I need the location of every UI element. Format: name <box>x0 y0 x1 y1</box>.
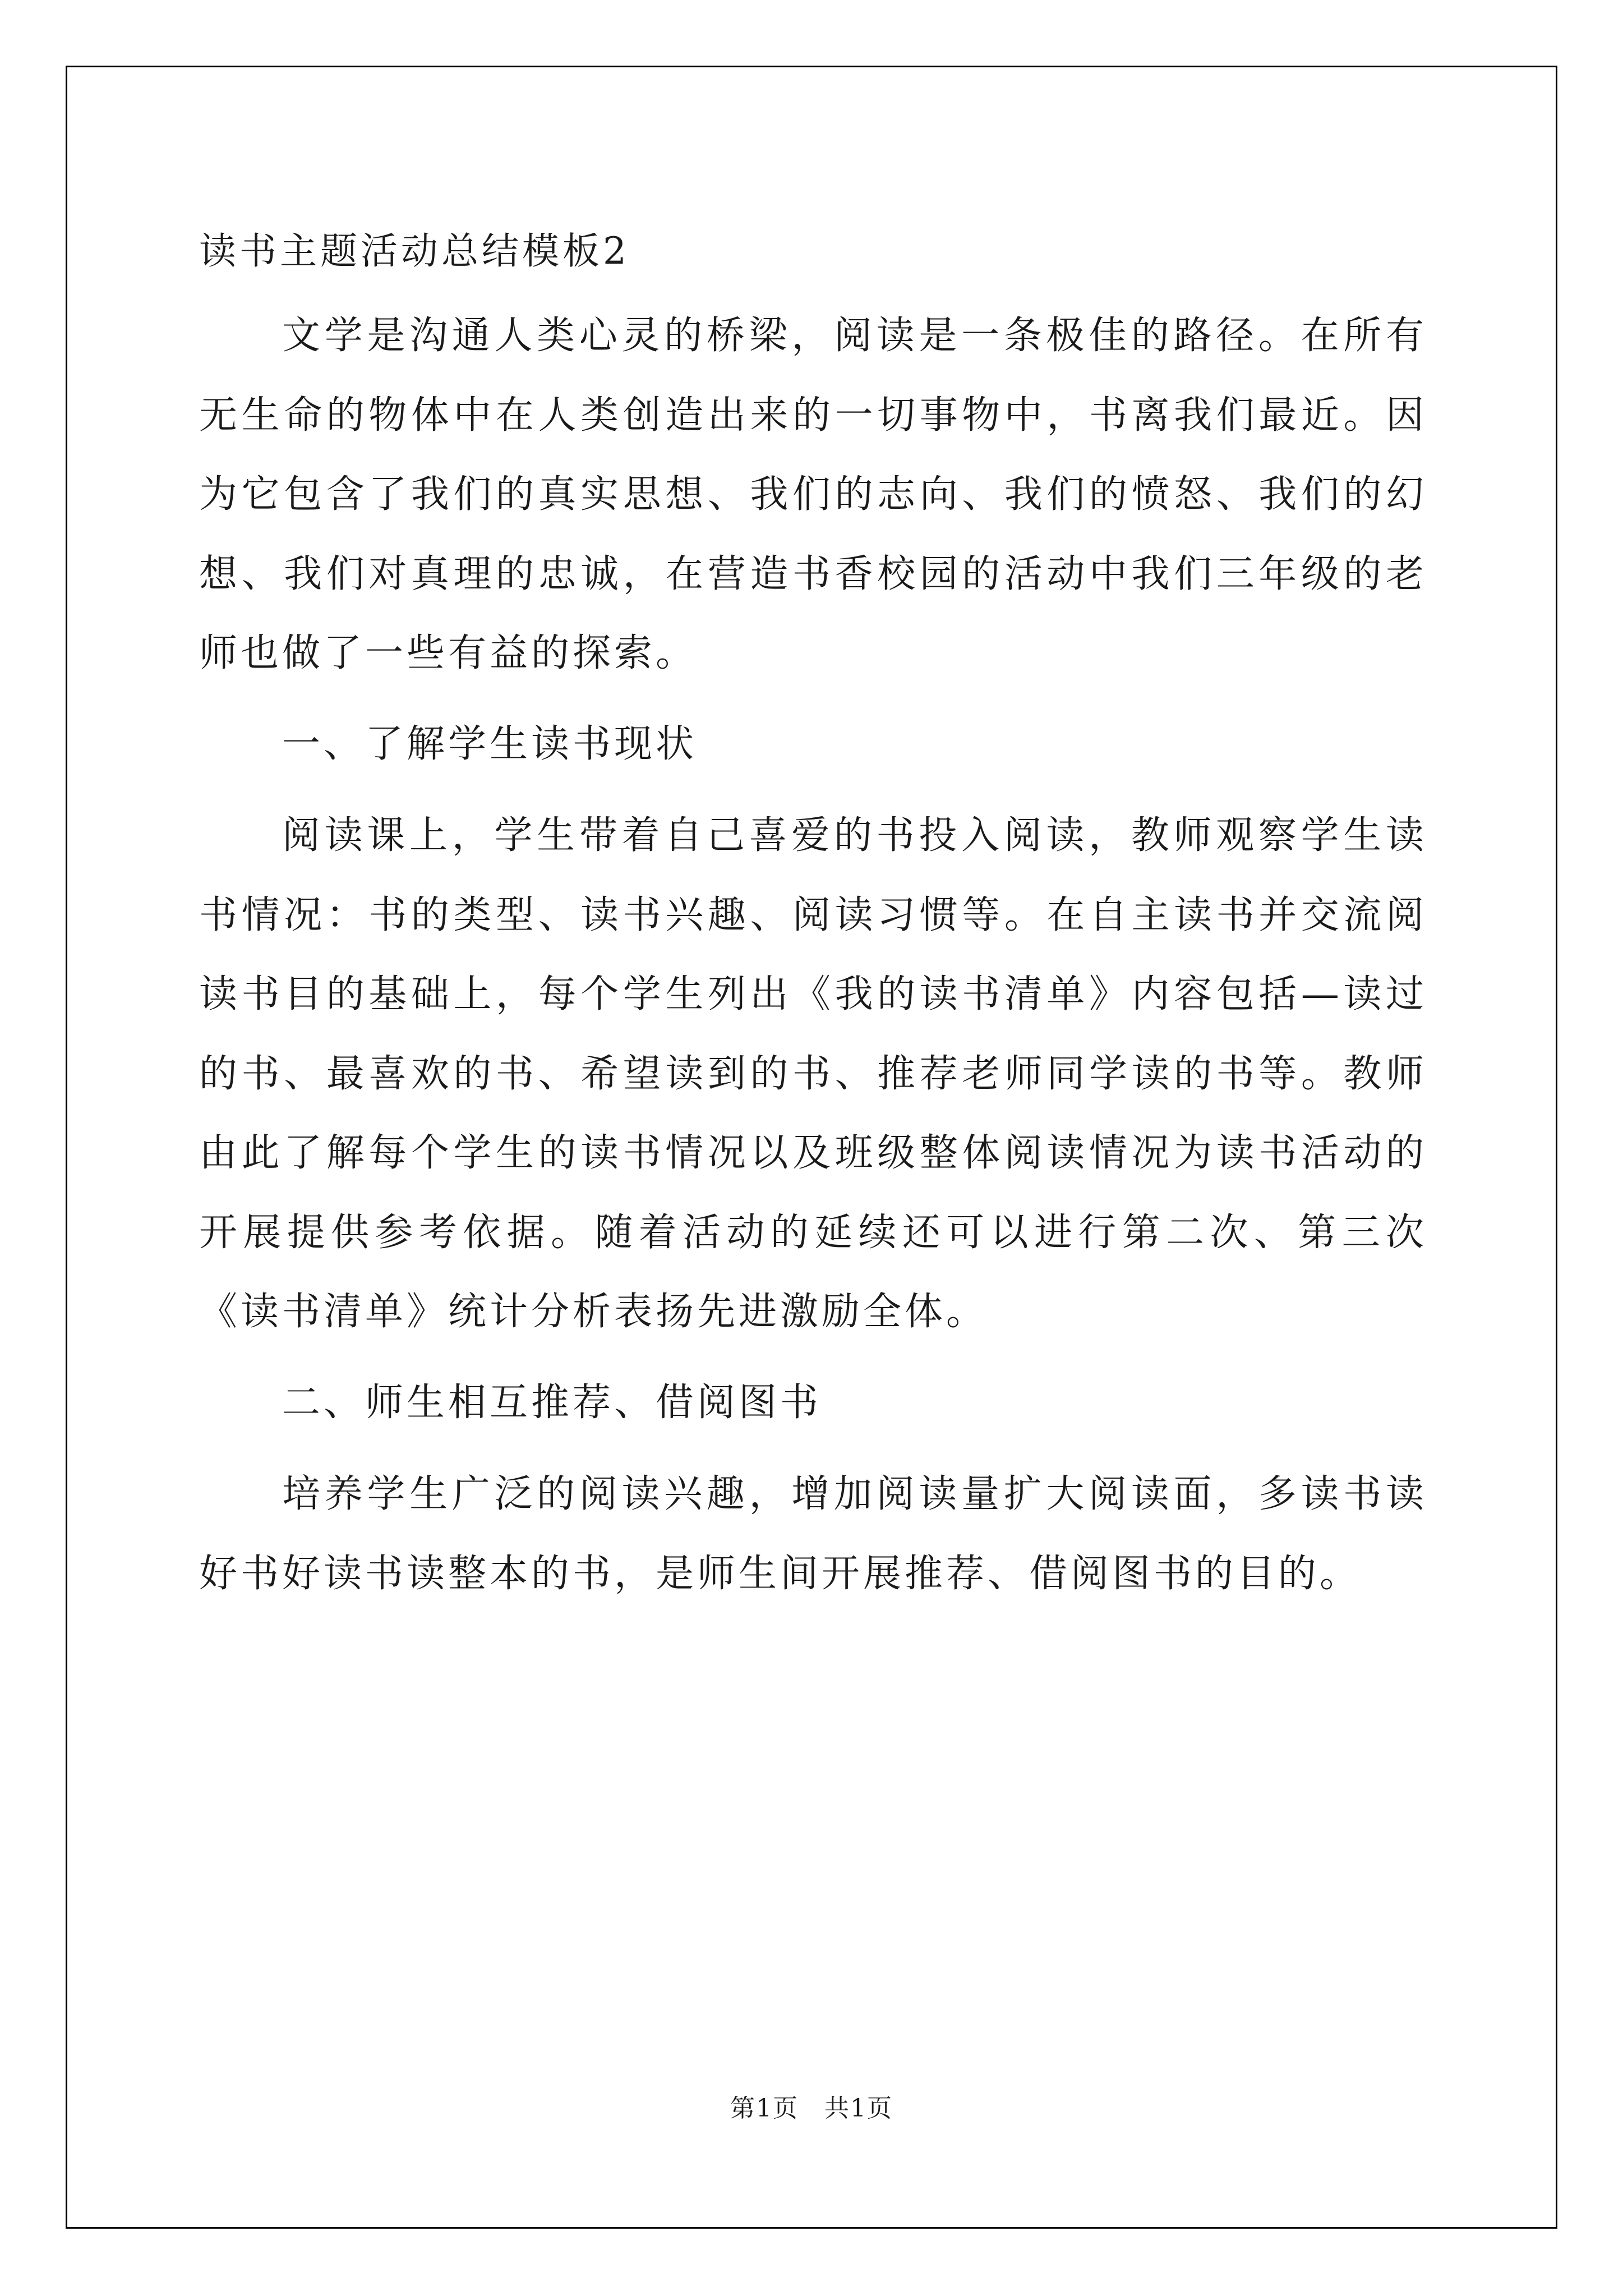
page-footer <box>0 2088 1623 2124</box>
section-body-2: 培养学生广泛的阅读兴趣，增加阅读量扩大阅读面，多读书读好书好读书读整本的书，是师生间开展推荐、借阅图书的目的。 <box>199 1472 1427 1596</box>
intro-paragraph: 文学是沟通人类心灵的桥梁，阅读是一条极佳的路径。在所有无生命的物体中在人类创造出来的一切事物中，书离我们最近。因为它包含了我们的真实思想、我们的志向、我们的愤怒、我们的幻想、我们对真理的忠诚，在营造书香校园的活动中我们三年级的老师也做了一些有益的探索。 <box>199 314 1427 675</box>
document-title: 读书主题活动总结模板2 <box>199 229 630 273</box>
page-number-label: 第1页 共1页 <box>730 2094 893 2123</box>
section-heading-2: 二、师生相互推荐、借阅图书 <box>282 1380 822 1425</box>
section-heading-1: 一、了解学生读书现状 <box>282 721 698 766</box>
document-body <box>199 213 1427 1613</box>
section-body-1: 阅读课上，学生带着自己喜爱的书投入阅读，教师观察学生读书情况：书的类型、读书兴趣、阅读习惯等。在自主读书并交流阅读书目的基础上，每个学生列出《我的读书清单》内容包括—读过的书、最喜欢的书、希望读到的书、推荐老师同学读的书等。教师由此了解每个学生的读书情况以及班级整体阅读情况为读书活动的开展提供参考依据。随着活动的延续还可以进行第二次、第三次《读书清单》统计分析表扬先进激励全体。 <box>199 813 1427 1334</box>
